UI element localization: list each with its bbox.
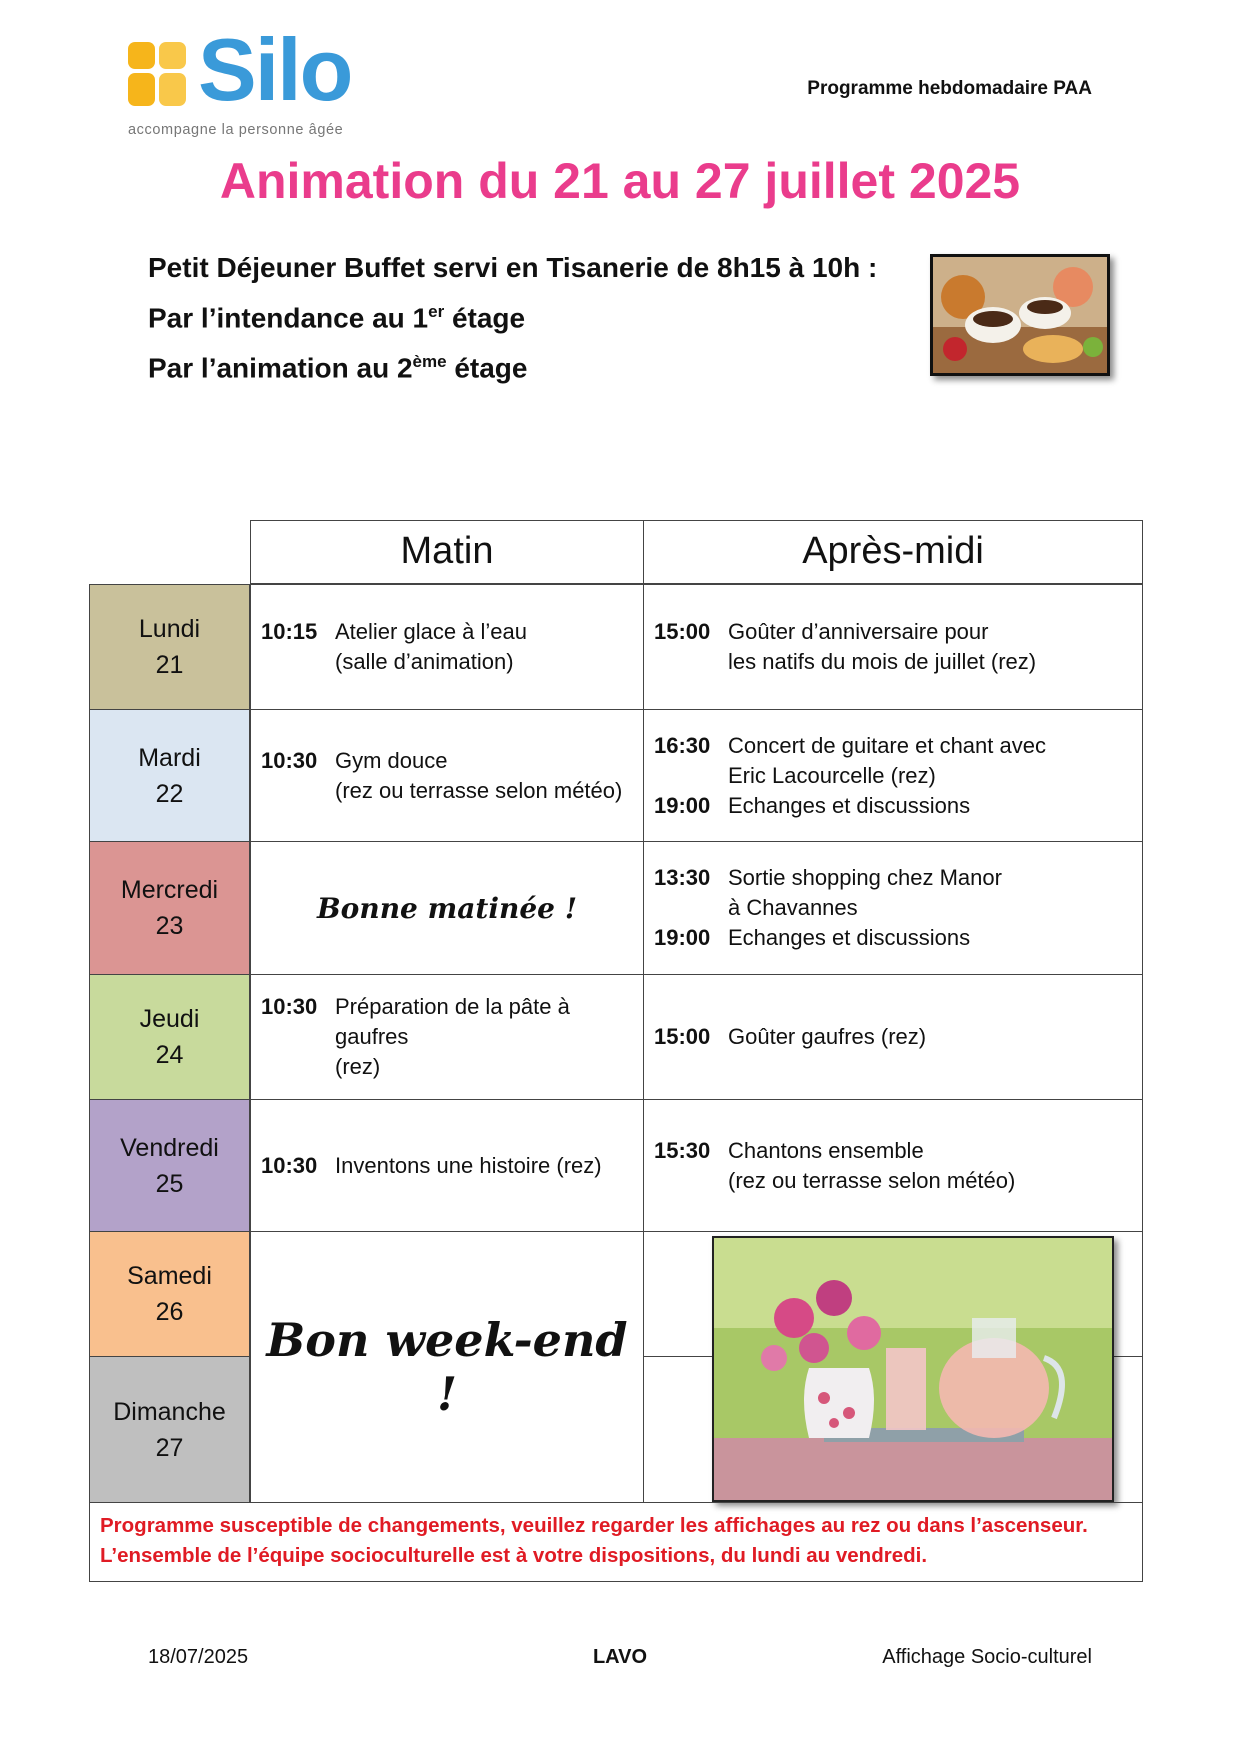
header-afternoon: Après-midi xyxy=(643,520,1143,584)
wednesday-afternoon: 13:30 Sortie shopping chez Manor à Chavannes 19:00 Echanges et discussions xyxy=(643,841,1143,975)
logo-word: Silo xyxy=(198,20,352,119)
breakfast-intro xyxy=(148,246,877,391)
friday-afternoon: 15:30 Chantons ensemble (rez ou terrasse selon météo) xyxy=(643,1099,1143,1232)
header-morning: Matin xyxy=(250,520,644,584)
intro-line-3: Par l’animation au 2ème étage xyxy=(148,352,528,384)
page-title: Animation du 21 au 27 juillet 2025 xyxy=(219,153,1021,209)
monday-morning: 10:15 Atelier glace à l’eau (salle d’animation) xyxy=(250,584,644,710)
logo-tagline: accompagne la personne âgée xyxy=(128,122,344,138)
note-line-1: Programme susceptible de changements, veuillez regarder les affichages au rez ou dans l’ascenseur. xyxy=(100,1514,1088,1537)
day-saturday: Samedi 26 xyxy=(89,1231,250,1357)
weekend-text: Bon week-end ! xyxy=(266,1313,628,1421)
day-friday: Vendredi 25 xyxy=(89,1099,250,1232)
monday-afternoon: 15:00 Goûter d’anniversaire pour les natifs du mois de juillet (rez) xyxy=(643,584,1143,710)
day-thursday: Jeudi 24 xyxy=(89,974,250,1100)
intro-line-2: Par l’intendance au 1er étage xyxy=(148,302,526,334)
wednesday-morning xyxy=(250,841,644,975)
friday-morning: 10:30 Inventons une histoire (rez) xyxy=(250,1099,644,1232)
footer-date: 18/07/2025 xyxy=(148,1646,249,1668)
weekend-morning xyxy=(250,1231,644,1503)
footer-right: Affichage Socio-culturel xyxy=(882,1646,1092,1668)
day-wednesday: Mercredi 23 xyxy=(89,841,250,975)
day-monday: Lundi 21 xyxy=(89,584,250,710)
day-tuesday: Mardi 22 xyxy=(89,709,250,842)
wednesday-morning-text: Bonne matinée ! xyxy=(317,891,577,925)
thursday-morning: 10:30 Préparation de la pâte à gaufres (rez) xyxy=(250,974,644,1100)
program-label: Programme hebdomadaire PAA xyxy=(807,78,1092,99)
summer-flowers-photo xyxy=(712,1236,1114,1502)
thursday-afternoon: 15:00 Goûter gaufres (rez) xyxy=(643,974,1143,1100)
intro-line-1: Petit Déjeuner Buffet servi en Tisanerie de 8h15 à 10h : xyxy=(148,252,878,283)
note-line-2: L’ensemble de l’équipe socioculturelle est à votre dispositions, du lundi au vendredi. xyxy=(100,1544,928,1567)
breakfast-photo xyxy=(930,254,1110,376)
program-note xyxy=(89,1502,1143,1582)
schedule-table xyxy=(89,520,1143,1582)
silo-logo xyxy=(128,20,388,138)
day-sunday: Dimanche 27 xyxy=(89,1356,250,1503)
footer-center: LAVO xyxy=(592,1646,648,1668)
tuesday-afternoon: 16:30 Concert de guitare et chant avec Eric Lacourcelle (rez) 19:00 Echanges et discussions xyxy=(643,709,1143,842)
tuesday-morning: 10:30 Gym douce (rez ou terrasse selon météo) xyxy=(250,709,644,842)
logo-mark-icon xyxy=(128,42,188,112)
